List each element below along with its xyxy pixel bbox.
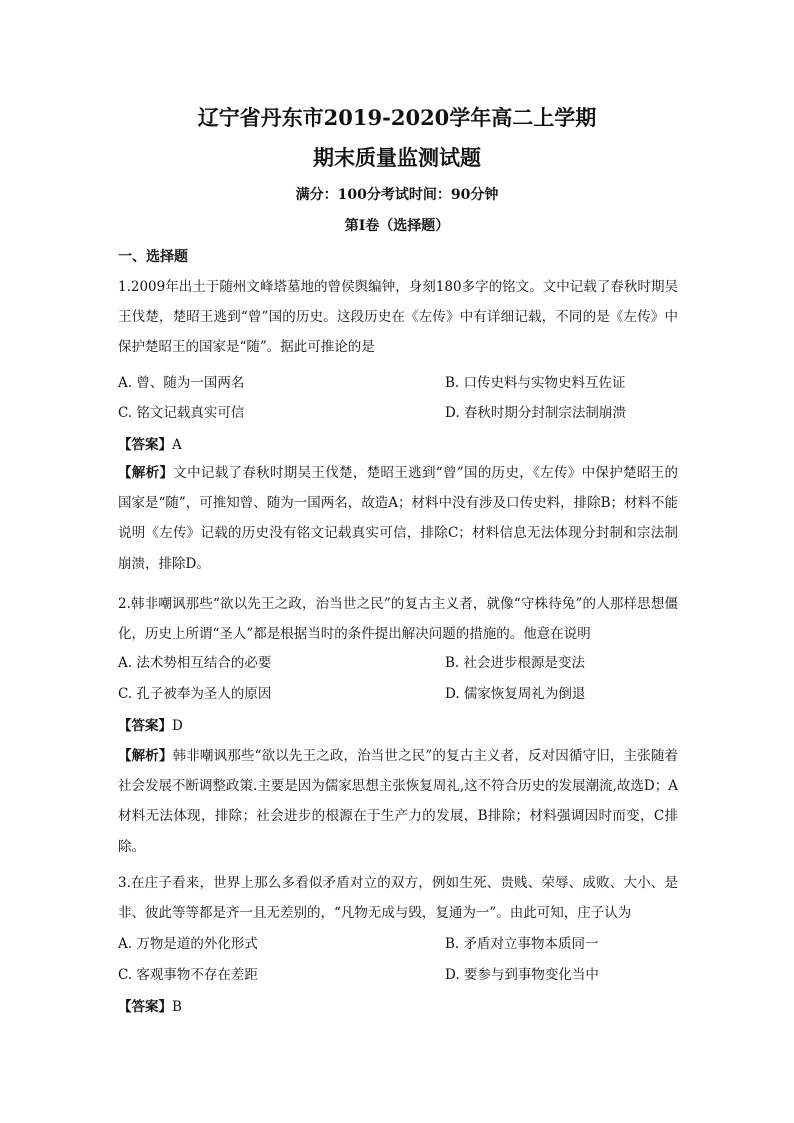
analysis-tag: 【解析】 (118, 748, 173, 764)
question-3-option-c: C. 客观事物不存在差距 (118, 967, 258, 983)
exam-title-line2: 期末质量监测试题 (313, 145, 481, 170)
answer-tag: 【答案】 (118, 718, 172, 734)
volume-heading: 第Ⅰ卷（选择题） (344, 218, 450, 234)
question-3-option-a: A. 万物是道的外化形式 (118, 936, 258, 952)
question-1-option-c: C. 铭文记载真实可信 (118, 405, 245, 421)
question-2-option-a: A. 法术势相互结合的必要 (118, 655, 272, 671)
analysis-text: 韩非嘲讽那些“欲以先王之政，治当世之民”的复古主义者，反对因循守旧，主张随着社会发展不断调整政策.主要是因为儒家思想主张恢复周礼,这不符合历史的发展潮流,故选D；A材料无法体现，排除；社会进步的根源在于生产力的发展，B排除；材料强调因时而变，C排除。 (118, 748, 678, 855)
exam-title-line1: 辽宁省丹东市2019-2020学年高二上学期 (197, 105, 597, 130)
question-2-option-c: C. 孔子被奉为圣人的原因 (118, 686, 272, 702)
question-1-analysis (118, 458, 678, 579)
answer-tag: 【答案】 (118, 999, 172, 1015)
question-1-stem: 1.2009年出土于随州文峰塔墓地的曾侯舆编钟，身刻180多字的铭文。文中记载了春秋时期吴王伐楚，楚昭王逃到“曾”国的历史。这段历史在《左传》中有详细记载，不同的是《左传》中保护楚昭王的国家是“随”。据此可推论的是 (118, 279, 678, 356)
question-3-option-b: B. 矛盾对立事物本质同一 (445, 936, 599, 952)
question-2-stem: 2.韩非嘲讽那些“欲以先王之政，治当世之民”的复古主义者，就像“守株待兔”的人那样思想僵化，历史上所谓“圣人”都是根据当时的条件提出解决问题的措施的。他意在说明 (118, 596, 678, 643)
question-1-answer (118, 436, 182, 454)
answer-value: D (172, 718, 183, 734)
section-heading: 一、选择题 (118, 249, 188, 265)
question-2-analysis (118, 741, 678, 862)
score-time-info: 满分：100分考试时间：90分钟 (295, 187, 499, 203)
question-1-option-d: D. 春秋时期分封制宗法制崩溃 (445, 405, 626, 421)
question-2-option-b: B. 社会进步根源是变法 (445, 655, 586, 671)
question-2-answer (118, 717, 183, 735)
question-3-option-d: D. 要参与到事物变化当中 (445, 967, 599, 983)
answer-value: B (172, 999, 182, 1015)
analysis-text: 文中记载了春秋时期吴王伐楚，楚昭王逃到“曾”国的历史，《左传》中保护楚昭王的国家是“随”，可推知曾、随为一国两名，故造A；材料中没有涉及口传史料，排除B；材料不能说明《左传》记载的历史没有铭文记载真实可信，排除C；材料信息无法体现分封制和宗法制崩溃，排除D。 (118, 465, 678, 572)
answer-tag: 【答案】 (118, 437, 172, 453)
question-3-answer (118, 998, 182, 1016)
question-2-option-d: D. 儒家恢复周礼为倒退 (445, 686, 586, 702)
question-1-option-b: B. 口传史料与实物史料互佐证 (445, 375, 626, 391)
analysis-tag: 【解析】 (118, 465, 174, 481)
answer-value: A (172, 437, 182, 453)
question-3-stem: 3.在庄子看来，世界上那么多看似矛盾对立的双方，例如生死、贵贱、荣辱、成败、大小、是非、彼此等等都是齐一且无差别的，“凡物无成与毁，复通为一”。由此可知，庄子认为 (118, 875, 678, 922)
question-1-option-a: A. 曾、随为一国两名 (118, 375, 245, 391)
